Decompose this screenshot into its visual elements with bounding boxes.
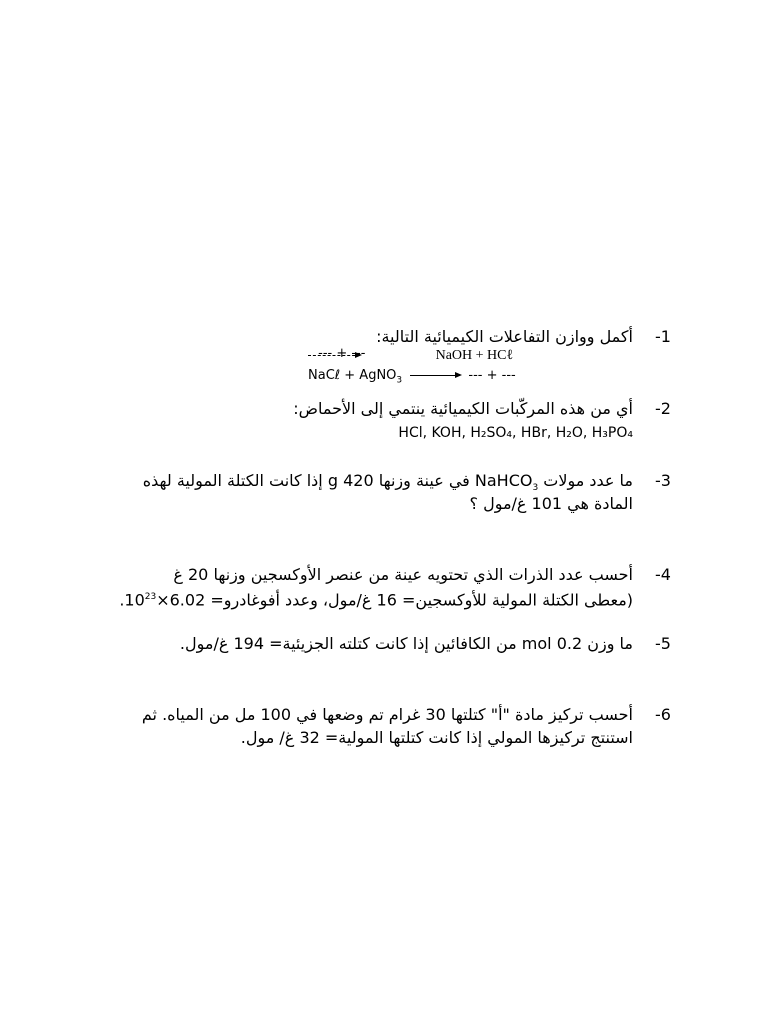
arrow-icon xyxy=(410,375,460,377)
question-number: -2 xyxy=(655,399,671,418)
question-number: -1 xyxy=(655,327,671,346)
question-text-line-2: استنتج تركيزها المولي إذا كانت كتلتها المولية= 32 غ/ مول. xyxy=(240,728,633,747)
question-text-line-1: أحسب تركيز مادة "أ" كتلتها 30 غرام تم وضعها في 100 مل من المياه. ثم xyxy=(141,705,633,724)
compound-list: HCl, KOH, H₂SO₄, HBr, H₂O, H₃PO₄ xyxy=(398,425,633,441)
question-text-line-1: أحسب عدد الذرات الذي تحتويه عينة من عنصر الأوكسجين وزنها 20 غ xyxy=(173,565,633,584)
question-number: -3 xyxy=(655,471,671,490)
equation-reactants: NaCℓ + AgNO$_3$ xyxy=(308,368,403,386)
question-text-line-2: المادة هي 101 غ/مول ؟ xyxy=(469,494,633,513)
question-text-line-1: ما عدد مولات NaHCO$_3$ في عينة وزنها 420 g إذا كانت الكتلة المولية لهذه xyxy=(142,471,633,494)
question-text-line-2: (معطى الكتلة المولية للأوكسجين= 16 غ/مول، وعدد أفوغادرو= $6.02\times 10^{23}$. xyxy=(119,590,633,610)
question-text: أكمل ووازن التفاعلات الكيميائية التالية: xyxy=(376,327,633,346)
question-text: أي من هذه المركّبات الكيميائية ينتمي إلى الأحماض: xyxy=(293,399,633,418)
question-number: -4 xyxy=(655,565,671,584)
equation-products: --- + --- xyxy=(468,368,516,383)
equation-reactants: NaOH + HCℓ xyxy=(435,348,514,363)
equation-products: --- + --- xyxy=(318,346,366,361)
question-number: -5 xyxy=(655,634,671,653)
equation-1 xyxy=(308,347,513,365)
equation-2 xyxy=(308,367,516,390)
question-text: ما وزن 0.2 mol من الكافائين إذا كانت كتلته الجزيئية= 194 غ/مول. xyxy=(179,634,633,653)
question-number: -6 xyxy=(655,705,671,724)
